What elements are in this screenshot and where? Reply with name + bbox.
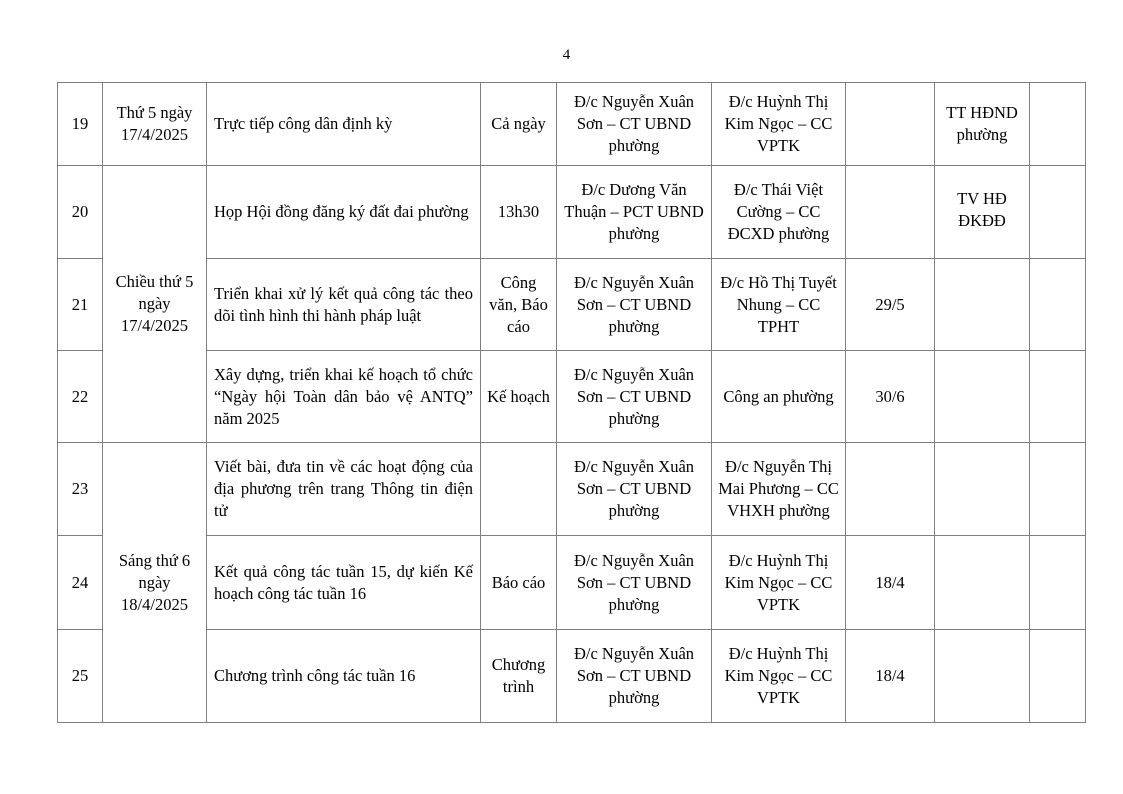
assignee-cell: Đ/c Huỳnh Thị Kim Ngọc – CC VPTK	[712, 83, 846, 166]
deadline-cell: 29/5	[846, 259, 935, 351]
assignee-cell: Đ/c Huỳnh Thị Kim Ngọc – CC VPTK	[712, 630, 846, 723]
time-cell	[481, 443, 557, 536]
time-cell: 13h30	[481, 166, 557, 259]
table-row	[58, 259, 1086, 351]
note-cell	[1030, 83, 1086, 166]
content-cell: Chương trình công tác tuần 16	[207, 630, 481, 723]
row-number: 21	[58, 259, 103, 351]
assignee-cell: Đ/c Nguyễn Thị Mai Phương – CC VHXH phường	[712, 443, 846, 536]
note-cell	[1030, 536, 1086, 630]
row-number: 19	[58, 83, 103, 166]
coordinate-cell: TT HĐND phường	[935, 83, 1030, 166]
content-cell: Trực tiếp công dân định kỳ	[207, 83, 481, 166]
leader-cell: Đ/c Nguyễn Xuân Sơn – CT UBND phường	[557, 443, 712, 536]
content-cell: Triển khai xử lý kết quả công tác theo dõi tình hình thi hành pháp luật	[207, 259, 481, 351]
table-row	[58, 443, 1086, 536]
table-row	[58, 630, 1086, 723]
assignee-cell: Đ/c Thái Việt Cường – CC ĐCXD phường	[712, 166, 846, 259]
note-cell	[1030, 166, 1086, 259]
note-cell	[1030, 443, 1086, 536]
note-cell	[1030, 351, 1086, 443]
table-row	[58, 83, 1086, 166]
row-number: 23	[58, 443, 103, 536]
leader-cell: Đ/c Nguyễn Xuân Sơn – CT UBND phường	[557, 351, 712, 443]
page-number: 4	[562, 47, 571, 63]
coordinate-cell	[935, 259, 1030, 351]
row-number: 25	[58, 630, 103, 723]
table-row	[58, 166, 1086, 259]
time-cell: Chương trình	[481, 630, 557, 723]
coordinate-cell	[935, 351, 1030, 443]
content-cell: Họp Hội đồng đăng ký đất đai phường	[207, 166, 481, 259]
deadline-cell: 18/4	[846, 536, 935, 630]
coordinate-cell	[935, 536, 1030, 630]
note-cell	[1030, 259, 1086, 351]
leader-cell: Đ/c Nguyễn Xuân Sơn – CT UBND phường	[557, 83, 712, 166]
note-cell	[1030, 630, 1086, 723]
assignee-cell: Đ/c Hồ Thị Tuyết Nhung – CC TPHT	[712, 259, 846, 351]
assignee-cell: Đ/c Huỳnh Thị Kim Ngọc – CC VPTK	[712, 536, 846, 630]
leader-cell: Đ/c Dương Văn Thuận – PCT UBND phường	[557, 166, 712, 259]
deadline-cell	[846, 166, 935, 259]
day-cell: Chiều thứ 5 ngày 17/4/2025	[103, 166, 207, 443]
schedule-table	[57, 82, 1086, 723]
day-cell: Thứ 5 ngày 17/4/2025	[103, 83, 207, 166]
time-cell: Báo cáo	[481, 536, 557, 630]
deadline-cell: 18/4	[846, 630, 935, 723]
leader-cell: Đ/c Nguyễn Xuân Sơn – CT UBND phường	[557, 630, 712, 723]
leader-cell: Đ/c Nguyễn Xuân Sơn – CT UBND phường	[557, 259, 712, 351]
leader-cell: Đ/c Nguyễn Xuân Sơn – CT UBND phường	[557, 536, 712, 630]
row-number: 22	[58, 351, 103, 443]
deadline-cell: 30/6	[846, 351, 935, 443]
row-number: 20	[58, 166, 103, 259]
content-cell: Xây dựng, triển khai kế hoạch tổ chức “Ngày hội Toàn dân bảo vệ ANTQ” năm 2025	[207, 351, 481, 443]
content-cell: Viết bài, đưa tin về các hoạt động của địa phương trên trang Thông tin điện tử	[207, 443, 481, 536]
day-cell: Sáng thứ 6 ngày 18/4/2025	[103, 443, 207, 723]
coordinate-cell	[935, 443, 1030, 536]
content-cell: Kết quả công tác tuần 15, dự kiến Kế hoạch công tác tuần 16	[207, 536, 481, 630]
assignee-cell: Công an phường	[712, 351, 846, 443]
table-row	[58, 351, 1086, 443]
coordinate-cell	[935, 630, 1030, 723]
row-number: 24	[58, 536, 103, 630]
time-cell: Cả ngày	[481, 83, 557, 166]
table-row	[58, 536, 1086, 630]
time-cell: Kế hoạch	[481, 351, 557, 443]
deadline-cell	[846, 443, 935, 536]
deadline-cell	[846, 83, 935, 166]
time-cell: Công văn, Báo cáo	[481, 259, 557, 351]
coordinate-cell: TV HĐ ĐKĐĐ	[935, 166, 1030, 259]
